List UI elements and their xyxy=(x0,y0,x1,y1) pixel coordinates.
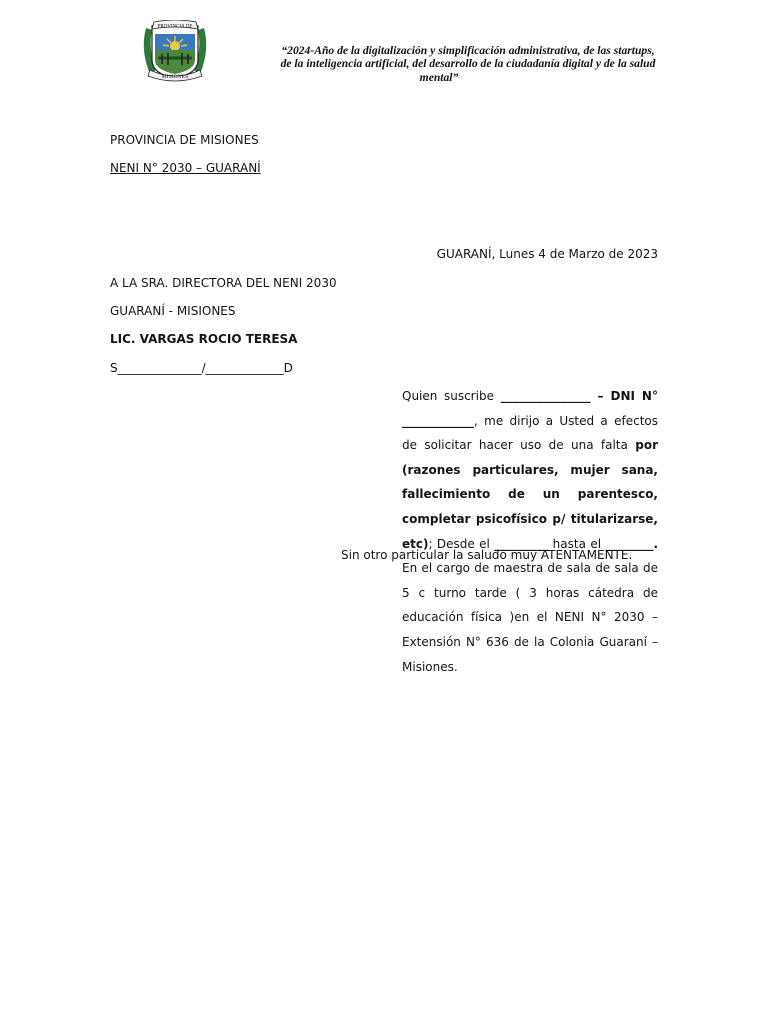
provincia-misiones-seal-logo xyxy=(138,20,212,82)
addressee-name: LIC. VARGAS ROCIO TERESA xyxy=(110,332,298,346)
motto-line-1: “2024-Año de la digitalización y simplificación administrativa, de las startups, xyxy=(281,44,655,57)
absence-reasons: por (razones particulares, mujer sana, fallecimiento de un parentesco, completar psicofísico p/ titularizarse, etc) xyxy=(402,438,658,551)
body-intro: Quien suscribe xyxy=(402,389,494,403)
salutation-sd: S______________/_____________D xyxy=(110,361,293,375)
seal-top-text: PROVINCIA DE xyxy=(157,24,193,30)
seal-bottom-text: MISIONES xyxy=(161,74,189,80)
body-from-label: ; Desde el xyxy=(428,536,490,551)
province-heading: PROVINCIA DE MISIONES xyxy=(110,133,259,147)
addressee-line-1: A LA SRA. DIRECTORA DEL NENI 2030 xyxy=(110,276,337,290)
body-to-label: hasta el xyxy=(552,536,602,551)
addressee-line-2: GUARANÍ - MISIONES xyxy=(110,304,236,318)
signer-dni-blank: _______________ – DNI N° ____________ xyxy=(402,389,658,428)
header-motto xyxy=(272,44,664,84)
motto-line-2: de la inteligencia artificial, del desarrollo de la ciudadanía digital y de la salud xyxy=(280,57,656,71)
to-date-blank: ________. xyxy=(605,536,658,551)
body-paragraph xyxy=(110,384,658,679)
body-position: En el cargo de maestra de sala de sala de 5 c turno tarde ( 3 horas cátedra de educación física )en el NENI N° 2030 – Extensión N° 636 de la Colonia Guaraní – Misiones. xyxy=(402,561,658,674)
date-line: GUARANÍ, Lunes 4 de Marzo de 2023 xyxy=(436,247,658,261)
school-heading: NENI N° 2030 – GUARANÍ xyxy=(110,161,261,175)
from-date-blank: _________ xyxy=(494,536,549,551)
body-request: , me dirijo a Usted a efectos de solicitar hacer uso de una falta xyxy=(402,413,658,453)
motto-line-3: mental” xyxy=(419,70,459,84)
letter-body xyxy=(110,384,658,679)
closing-line: Sin otro particular la saludo muy ATENTAMENTE. xyxy=(341,548,633,562)
